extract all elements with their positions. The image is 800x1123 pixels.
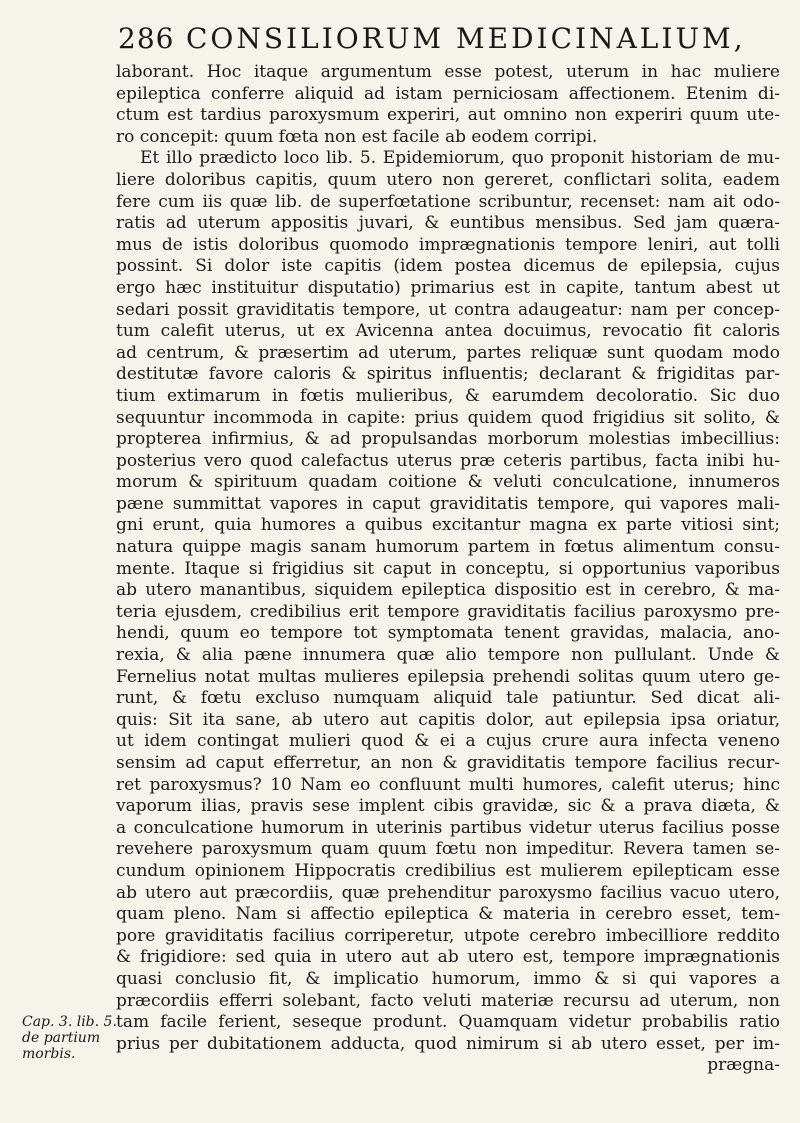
text-line: præcordiis efferri solebant, facto veluti materiæ recursu ad uterum, non [116, 990, 780, 1011]
text-line: tam facile ferient, seseque produnt. Quamquam videtur probabilis ratio [116, 1012, 780, 1033]
text-line: pæne summittat vapores in caput graviditatis tempore, qui vapores mali- [116, 493, 780, 514]
text-line: posterius vero quod calefactus uterus præ ceteris partibus, facta inibi hu- [116, 450, 780, 471]
margin-note [22, 1014, 116, 1062]
text-line: laborant. Hoc itaque argumentum esse potest, uterum in hac muliere [116, 62, 780, 82]
text-line: liere doloribus capitis, quum utero non gereret, conflictari solita, eadem [116, 169, 780, 190]
text-line: ut idem contingat mulieri quod & ei a cujus crure aura infecta veneno [116, 731, 780, 752]
body-text [116, 62, 780, 1077]
text-line: & frigidiore: sed quia in utero aut ab utero est, tempore imprægnationis [116, 947, 780, 968]
text-line: ret paroxysmus? 10 Nam eo confluunt multi humores, calefit uterus; hinc [116, 774, 780, 795]
text-line: sensim ad caput efferretur, an non & graviditatis tempore facilius recur- [116, 753, 780, 773]
text-line: ergo hæc instituitur disputatio) primarius est in capite, tantum abest ut [116, 277, 780, 298]
text-line: mus de istis doloribus quomodo imprægnationis tempore leniri, aut tolli [116, 234, 780, 255]
text-line: tum calefit uterus, ut ex Avicenna antea docuimus, revocatio fit caloris [116, 321, 780, 342]
text-line: propterea infirmius, & ad propulsandas morborum molestias imbecillius: [116, 429, 780, 450]
text-line: hendi, quum eo tempore tot symptomata tenent gravidas, malacia, ano- [116, 623, 780, 644]
text-line: runt, & fœtu excluso numquam aliquid tale patiuntur. Sed dicat ali- [116, 688, 780, 709]
text-line: sedari possit graviditatis tempore, ut contra adaugeatur: nam per concep- [116, 299, 780, 320]
text-line: destitutæ favore caloris & spiritus influentis; declarant & frigiditas par- [116, 364, 780, 385]
text-line: rexia, & alia pæne innumera quæ alio tempore non pullulant. Unde & [116, 645, 780, 666]
text-line: fere cum iis quæ lib. de superfœtatione scribuntur, recenset: nam ait odo- [116, 191, 780, 212]
text-line: Et illo prædicto loco lib. 5. Epidemiorum, quo proponit historiam de mu- [140, 148, 780, 169]
text-line: quasi conclusio fit, & implicatio humorum, immo & si qui vapores a [116, 968, 780, 989]
text-line: ad centrum, & præsertim ad uterum, partes reliquæ sunt quodam modo [116, 342, 780, 363]
text-line: ab utero manantibus, siquidem epileptica dispositio est in cerebro, & ma- [116, 580, 780, 601]
text-line: revehere paroxysmum quam quum fœtu non impeditur. Revera tamen se- [116, 839, 780, 860]
text-line: cundum opinionem Hippocratis credibilius est mulierem epilepticam esse [116, 860, 780, 881]
text-line: gni erunt, quia humores a quibus excitantur magna ex parte vitiosi sint; [116, 515, 780, 536]
text-line: Fernelius notat multas mulieres epilepsia prehendi solitas quum utero ge- [116, 666, 780, 687]
text-line: ratis ad uterum appositis juvari, & euntibus mensibus. Sed jam quæra- [116, 213, 780, 234]
text-line: vaporum ilias, pravis sese implent cibis gravidæ, sic & a prava diæta, & [116, 796, 780, 817]
text-line: epileptica conferre aliquid ad istam perniciosam affectionem. Etenim di- [116, 83, 780, 104]
text-line: mente. Itaque si frigidius sit caput in conceptu, si opportunius vaporibus [116, 558, 780, 579]
page-header [110, 16, 790, 56]
text-line: pore graviditatis facilius corriperetur, utpote cerebro imbecilliore reddito [116, 925, 780, 946]
text-line: quam pleno. Nam si affectio epileptica & materia in cerebro esset, tem- [116, 904, 780, 925]
text-line: quis: Sit ita sane, ab utero aut capitis dolor, aut epilepsia ipsa oriatur, [116, 709, 780, 730]
text-line: teria ejusdem, credibilius erit tempore graviditatis facilius paroxysmo pre- [116, 601, 780, 622]
margin-note-line: de partium [22, 1030, 101, 1046]
text-line: tium extimarum in fœtis mulieribus, & earumdem decoloratio. Sic duo [116, 385, 780, 406]
margin-note-line: Cap. 3. lib. 5. [22, 1014, 117, 1030]
catchword: prægna- [707, 1055, 780, 1076]
margin-note-line: morbis. [22, 1046, 76, 1062]
text-line: morum & spirituum quadam coitione & veluti conculcatione, innumeros [116, 472, 780, 493]
text-line: natura quippe magis sanam humorum partem in fœtus alimentum consu- [116, 537, 780, 558]
text-line: sequuntur incommoda in capite: prius quidem quod frigidius sit solito, & [116, 407, 780, 428]
page-number: 286 [118, 22, 175, 55]
text-line: ro concepit: quum fœta non est facile ab eodem corripi. [116, 126, 598, 147]
text-line: prius per dubitationem adducta, quod nimirum si ab utero esset, per im- [116, 1033, 780, 1054]
text-line: a conculcatione humorum in uterinis partibus videtur uterus facilius posse [116, 817, 780, 838]
text-line: ctum est tardius paroxysmum experiri, aut omnino non experiri quum ute- [116, 105, 780, 126]
text-line: ab utero aut præcordiis, quæ prehenditur paroxysmo facilius vacuo utero, [116, 882, 780, 903]
text-line: possint. Si dolor iste capitis (idem postea dicemus de epilepsia, cujus [116, 256, 780, 277]
running-title: CONSILIORUM MEDICINALIUM, [186, 22, 746, 55]
